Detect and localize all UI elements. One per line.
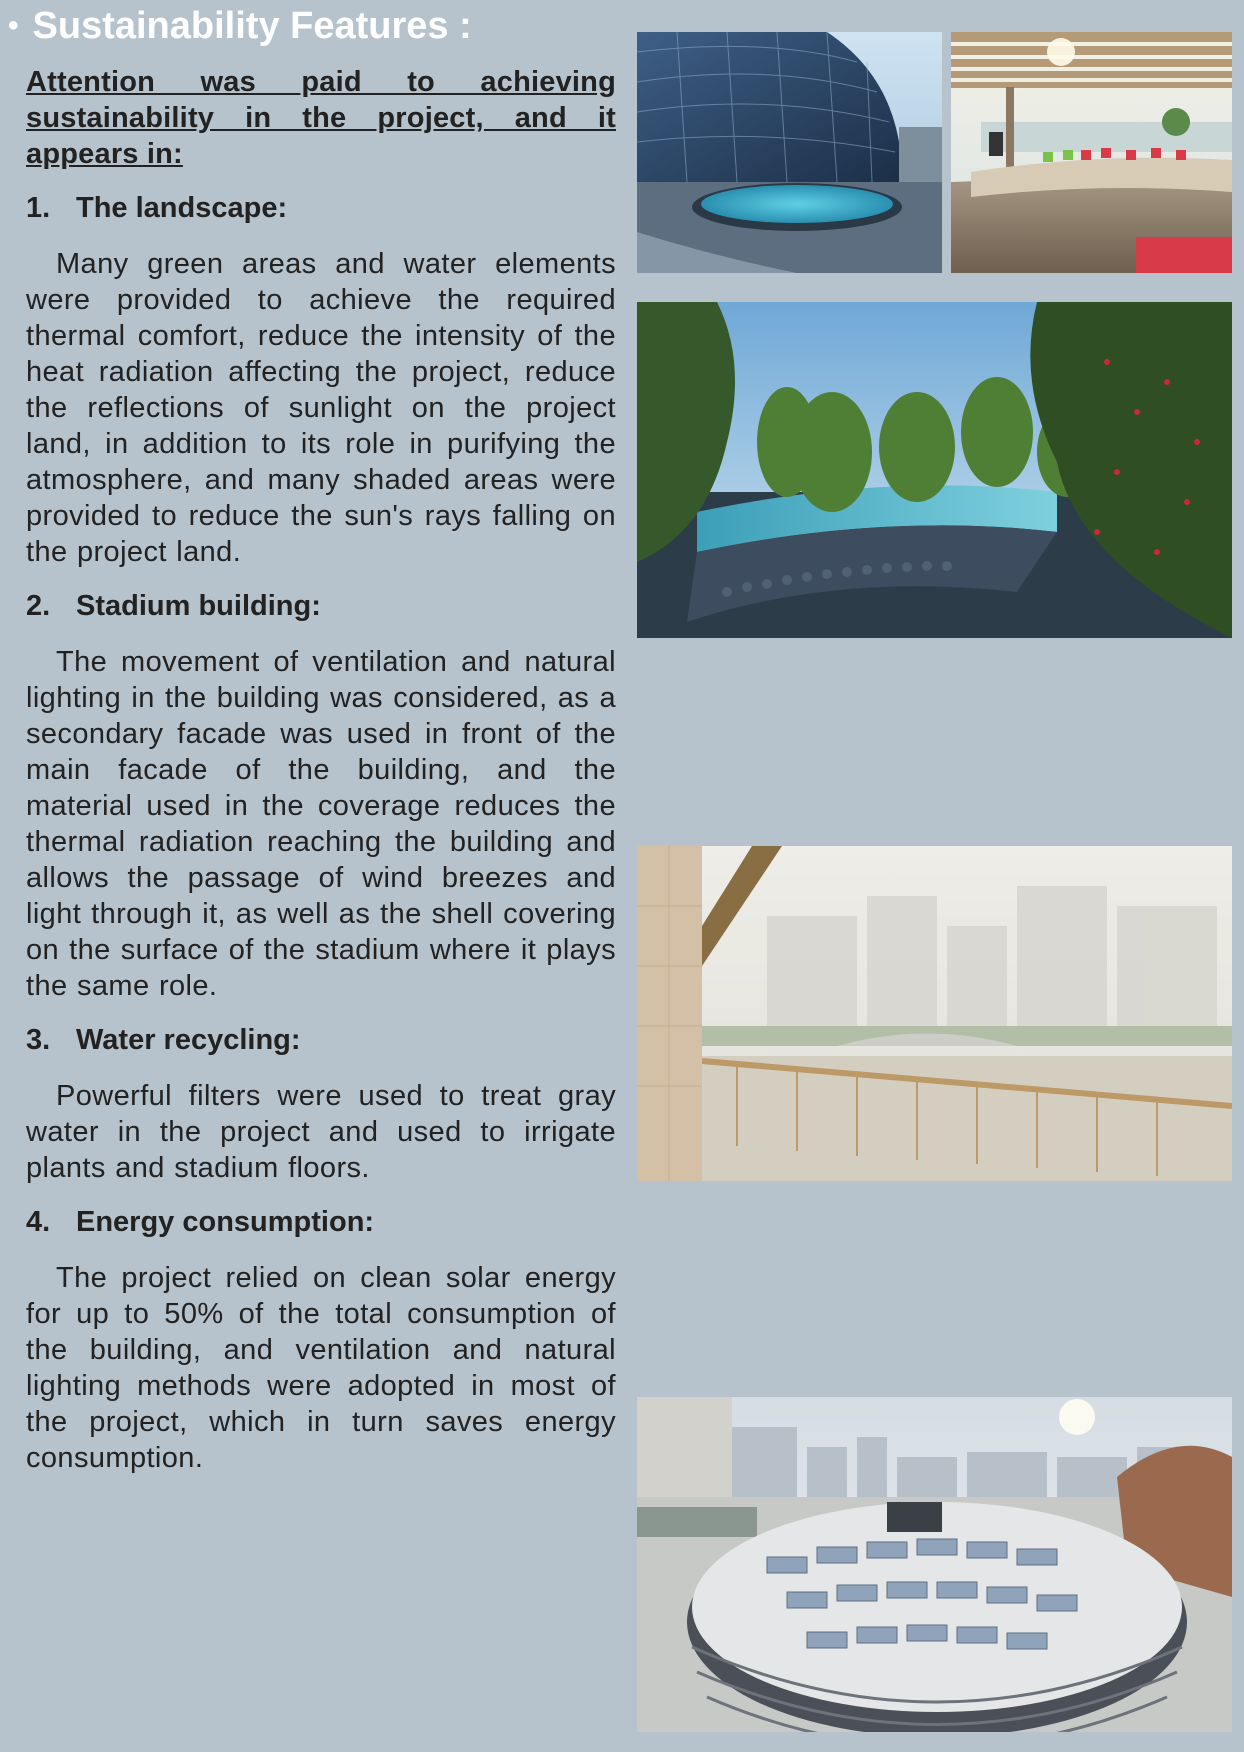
pergola-terrace-image (951, 32, 1232, 273)
section-text-water: Powerful filters were used to treat gray water in the project and used to irrigate plants and stadium floors. (26, 1080, 616, 1184)
section-heading-water (26, 1022, 616, 1058)
dome-fountain-image (637, 32, 942, 273)
solar-roof-image (637, 1397, 1232, 1732)
section-heading-landscape (26, 190, 616, 226)
page-title (8, 2, 472, 53)
section-title: Stadium building: (76, 590, 321, 622)
section-title: The landscape: (76, 192, 288, 224)
section-title: Water recycling: (76, 1024, 301, 1056)
section-number: 1. (26, 192, 51, 224)
intro-text: Attention was paid to achieving sustainability in the project, and it appears in: (26, 66, 616, 170)
section-number: 4. (26, 1206, 51, 1238)
section-number: 3. (26, 1024, 51, 1056)
section-title: Energy consumption: (76, 1206, 375, 1238)
title-bullet: • (8, 9, 19, 42)
section-text-stadium: The movement of ventilation and natural lighting in the building was considered, as a secondary facade was used in front of the main facade of the building, and the material used in the coverage reduces the thermal radiation reaching the building and allows the passage of wind breezes and light through it, as well as the shell covering on the surface of the stadium where it plays the same role. (26, 646, 616, 1002)
text-column (26, 64, 616, 1494)
section-text-energy: The project relied on clean solar energy for up to 50% of the total consumption of the building, and ventilation and natural lighting methods were adopted in most of the project, which in turn saves energy consumption. (26, 1262, 616, 1474)
secondary-facade-image (637, 846, 1232, 1181)
section-heading-energy (26, 1204, 616, 1240)
section-number: 2. (26, 590, 51, 622)
section-heading-stadium (26, 588, 616, 624)
title-text: Sustainability Features : (32, 5, 472, 47)
section-text-landscape: Many green areas and water elements were provided to achieve the required thermal comfort, reduce the intensity of the heat radiation affecting the project, reduce the reflections of sunlight on the project land, in addition to its role in purifying the atmosphere, and many shaded areas were provided to reduce the sun's rays falling on the project land. (26, 248, 616, 568)
landscape-garden-image (637, 302, 1232, 638)
